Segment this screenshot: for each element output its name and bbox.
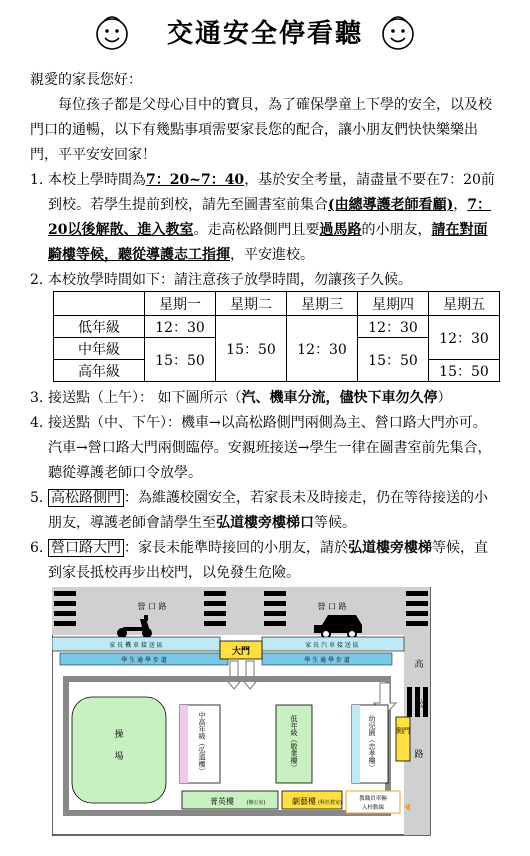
svg-text:學 生 通 學 步 道: 學 生 通 學 步 道 <box>304 657 350 664</box>
svg-text:場: 場 <box>114 752 124 762</box>
svg-text:中高年級（弘道樓）: 中高年級（弘道樓） <box>198 711 206 775</box>
letter-body <box>30 68 500 293</box>
notice-list-continued <box>30 386 500 586</box>
svg-text:(辦公室): (辦公室) <box>246 800 266 806</box>
table-corner <box>54 292 145 316</box>
grade-label: 低年級 <box>54 316 145 338</box>
grade-label: 高年級 <box>54 360 145 382</box>
notice-list <box>30 168 500 293</box>
svg-text:操: 操 <box>114 730 124 740</box>
dismissal-schedule-table <box>53 291 500 382</box>
table-cell: 15：50 <box>145 338 216 382</box>
svg-text:劇藝樓: 劇藝樓 <box>292 797 316 806</box>
title-row <box>0 8 530 60</box>
smiley-face-icon <box>378 12 418 52</box>
campus-pickup-map <box>52 587 432 837</box>
table-cell: 12：30 <box>358 316 429 338</box>
road-yingkou <box>52 587 430 635</box>
table-cell: 12：30 <box>145 316 216 338</box>
svg-text:學 生 通 學 步 道: 學 生 通 學 步 道 <box>121 657 167 664</box>
playground <box>72 697 166 803</box>
table-cell: 12：30 <box>429 316 500 360</box>
list-item: 1. 本校上學時間為7：20~7：40，基於安全考量，請盡量不要在7：20前到校。若學生提前到校，請先至圖書室前集合(由總導護老師看顧)，7：20以後解散、進入教室。走高松路側門且要過馬路的小朋友，請在對面騎樓等候，聽從導護志工指揮，平安進校。 <box>30 172 495 263</box>
svg-text:家 長 汽 車 接 送 區: 家 長 汽 車 接 送 區 <box>305 642 359 649</box>
table-cell: 12：30 <box>287 316 358 382</box>
svg-text:家 長 機 車 接 送 區: 家 長 機 車 接 送 區 <box>109 642 163 649</box>
intro-paragraph: 每位孩子都是父母心目中的寶貝，為了確保學童上下學的安全，以及校門口的通暢，以下有幾點事項需要家長您的配合，讓小朋友們快快樂樂出門，平平安安回家！ <box>30 97 492 163</box>
table-header: 星期二 <box>216 292 287 316</box>
svg-text:教職員車輛: 教職員車輛 <box>359 796 387 802</box>
list-item: 4. 接送點（中、下午）：機車→以高松路側門兩側為主、營口路大門亦可。汽車→營口路大門兩側臨停。安親班接送→學生一律在圖書室前先集合，聽從導護老師口令放學。 <box>30 415 492 481</box>
svg-text:松: 松 <box>414 700 424 710</box>
list-item: 3. 接送點（上午）： 如下圖所示（汽、機車分流，儘快下車勿久停） <box>30 390 452 406</box>
table-header: 星期一 <box>145 292 216 316</box>
side-gate <box>396 717 410 761</box>
svg-text:菁英樓: 菁英樓 <box>210 797 234 806</box>
svg-text:高: 高 <box>414 660 424 670</box>
table-cell: 15：50 <box>429 360 500 382</box>
svg-text:低年級（敬業樓）: 低年級（敬業樓） <box>290 715 298 771</box>
map-diagram <box>52 587 432 837</box>
svg-text:大門: 大門 <box>231 647 251 657</box>
road-label: 營 口 路 <box>317 602 347 611</box>
svg-text:側門: 側門 <box>396 727 410 735</box>
svg-text:幼兒園（忠孝樓）: 幼兒園（忠孝樓） <box>368 715 376 771</box>
svg-text:(科任教室): (科任教室) <box>318 800 342 806</box>
table-header: 星期五 <box>429 292 500 316</box>
list-item: 5. 高松路側門 ：為維護校園安全，若家長未及時接走，仍在等待接送的小朋友，導護老師會請學生至弘道樓旁樓梯口等候。 <box>30 490 488 531</box>
table-header: 星期三 <box>287 292 358 316</box>
grade-label: 中年級 <box>54 338 145 360</box>
svg-text:入校動線: 入校動線 <box>361 805 385 811</box>
greeting: 親愛的家長您好： <box>30 72 142 88</box>
smiley-face-icon <box>92 12 132 52</box>
list-item: 6. 營口路大門 ：家長未能準時接回的小朋友，請於弘道樓旁樓梯等候，直到家長抵校再步出校門，以免發生危險。 <box>30 540 488 581</box>
table-cell: 15：50 <box>358 338 429 382</box>
road-label: 營 口 路 <box>137 602 167 611</box>
table-header: 星期四 <box>358 292 429 316</box>
table-cell: 15：50 <box>216 316 287 382</box>
list-item: 2. 本校放學時間如下：請注意孩子放學時間，勿讓孩子久候。 <box>30 272 412 288</box>
page-title: 交通安全停看聽 <box>166 19 363 49</box>
svg-text:路: 路 <box>414 750 424 760</box>
